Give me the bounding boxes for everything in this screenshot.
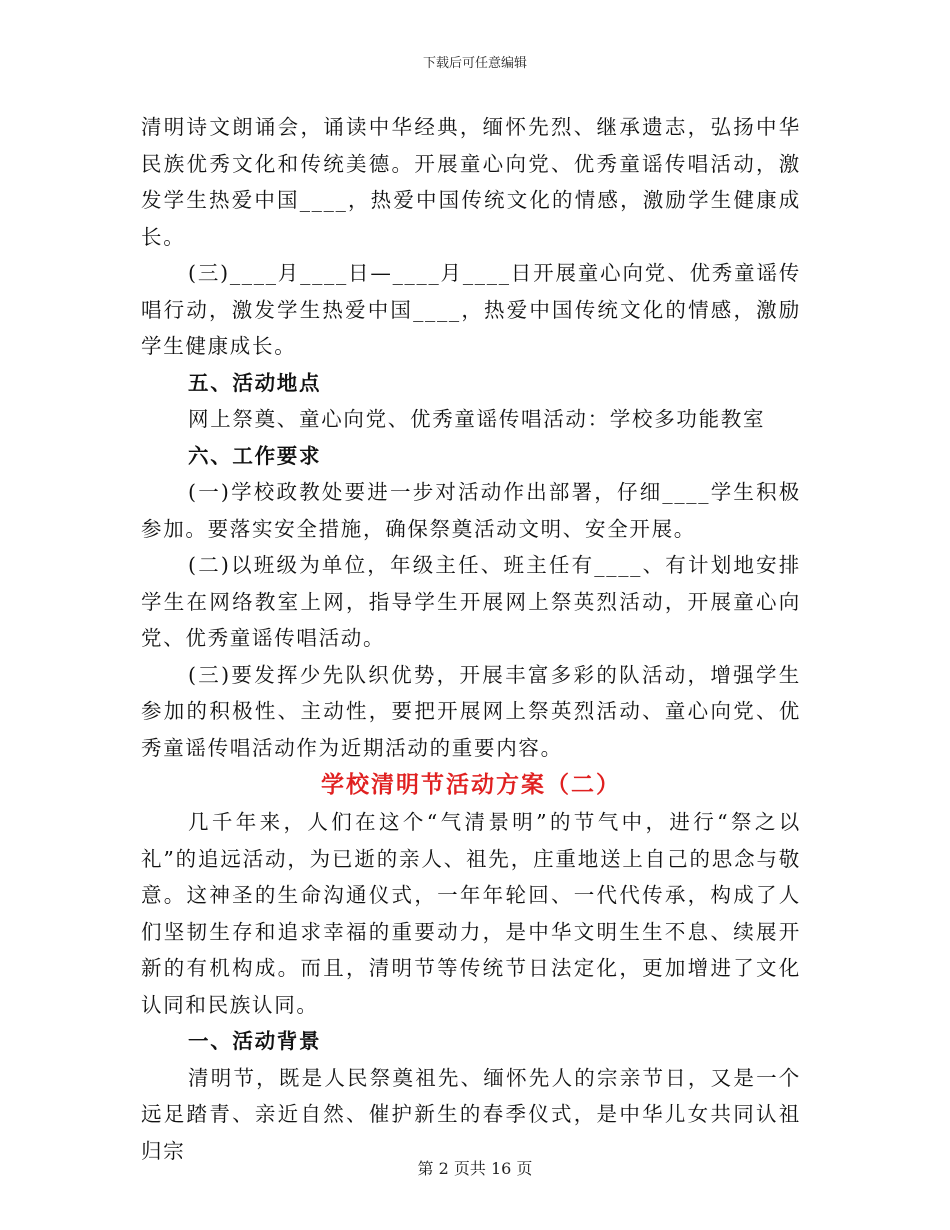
paragraph-requirement-1: (一)学校政教处要进一步对活动作出部署，仔细____学生积极参加。要落实安全措施，确保祭奠活动文明、安全开展。: [141, 480, 801, 541]
paragraph-requirement-2: (二)以班级为单位，年级主任、班主任有____、有计划地安排学生在网络教室上网，指导学生开展网上祭英烈活动，开展童心向党、优秀童谣传唱活动。: [141, 553, 801, 650]
section-heading-requirements: 六、工作要求: [188, 443, 322, 468]
section-heading-background: 一、活动背景: [188, 1029, 322, 1053]
paragraph-requirement-3: (三)要发挥少先队织优势，开展丰富多彩的队活动，增强学生参加的积极性、主动性，要把开展网上祭英烈活动、童心向党、优秀童谣传唱活动作为近期活动的重要内容。: [141, 662, 801, 760]
paragraph-intro: 几千年来，人们在这个“气清景明”的节气中，进行“祭之以礼”的追远活动，为已逝的亲人、祖先，庄重地送上自己的思念与敬意。这神圣的生命沟通仪式，一年年轮回、一代代传承，构成了人们坚韧生存和追求幸福的重要动力，是中华文明生生不息、续展开新的有机构成。而且，清明节等传统节日法定化，更加增进了文化认同和民族认同。: [141, 810, 801, 1017]
page-footer: 第 2 页共 16 页: [417, 1159, 533, 1178]
paragraph-1: 清明诗文朗诵会，诵读中华经典，缅怀先烈、继承遗志，弘扬中华民族优秀文化和传统美德。开展童心向党、优秀童谣传唱活动，激发学生热爱中国____，热爱中国传统文化的情感，激励学生健康成长。: [141, 115, 801, 249]
page-header: 下载后可任意编辑: [422, 56, 527, 71]
paragraph-location: 网上祭奠、童心向党、优秀童谣传唱活动：学校多功能教室: [188, 407, 766, 431]
document-body: [141, 109, 801, 1169]
section-heading-location: 五、活动地点: [188, 370, 322, 395]
paragraph-2: (三)____月____日—____月____日开展童心向党、优秀童谣传唱行动，激发学生热爱中国____，热爱中国传统文化的情感，激励学生健康成长。: [141, 261, 801, 358]
document-title: 学校清明节活动方案（二）: [321, 771, 621, 798]
paragraph-background: 清明节，既是人民祭奠祖先、缅怀先人的宗亲节日，又是一个远足踏青、亲近自然、催护新生的春季仪式，是中华儿女共同认祖归宗: [141, 1065, 801, 1163]
